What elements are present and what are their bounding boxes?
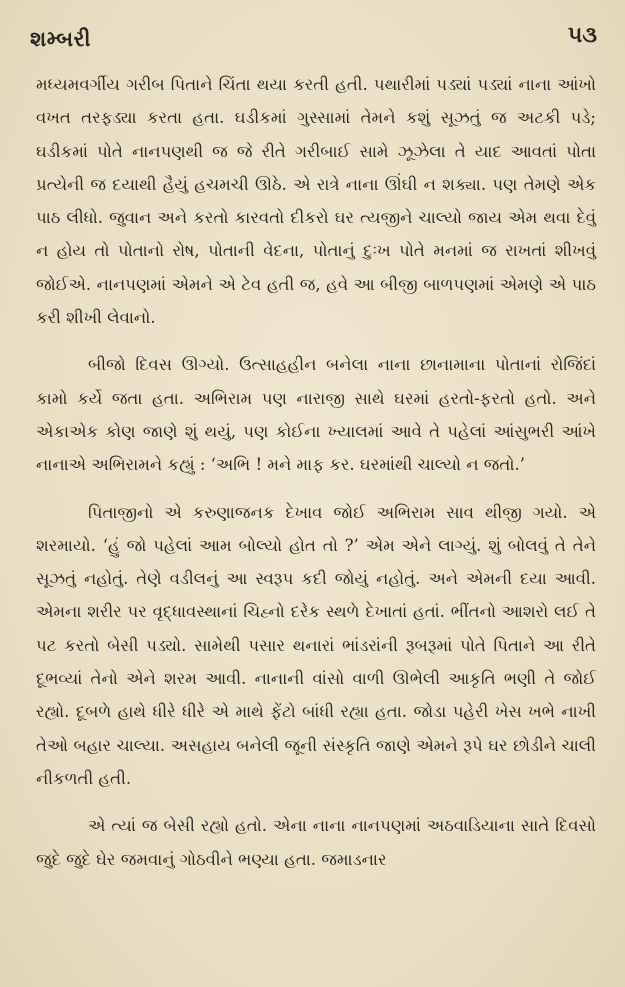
- page-number: ૫૩: [567, 22, 597, 48]
- paragraph: એ ત્યાં જ બેસી રહ્યો હતો. એના નાના નાનપણમાં અઠવાડિયાના સાતે દિવસો જુદે જુદે ઘેર જમવાનું ગોઠવીને ભણ્યા હતા. જમાડનાર: [36, 816, 596, 869]
- body-text: [36, 68, 596, 876]
- running-title: શમ્બરી: [30, 26, 91, 51]
- paragraph: મધ્યમવર્ગીય ગરીબ પિતાને ચિંતા થયા કરતી હતી. પથારીમાં પડ્યાં પડ્યાં નાના આંખો વખત તરફડ્યા કરતા હતા. ઘડીકમાં ગુસ્સામાં તેમને કશું સૂઝતું જ અટકી પડે; ઘડીકમાં પોતે નાનપણથી જ જે રીતે ગરીબાઈ સામે ઝૂઝેલા તે યાદ આવતાં પોતા પ્રત્યેની જ દયાથી હૈયું હચમચી ઊઠે. એ રાત્રે નાના ઊંઘી ન શક્યા. પણ તેમણે એક પાઠ લીધો. જુવાન અને કરતો કારવતો દીકરો ઘર ત્યજીને ચાલ્યો જાય એમ થવા દેવું ન હોય તો પોતાનો રોષ, પોતાની વેદના, પોતાનું દુઃખ પોતે મનમાં જ રાખતાં શીખવું જોઈએ. નાનપણમાં એમને એ ટેવ હતી જ, હવે આ બીજી બાળપણમાં એમણે એ પાઠ કરી શીખી લેવાનો.: [36, 75, 596, 328]
- paragraph: બીજો દિવસ ઊગ્યો. ઉત્સાહહીન બનેલા નાના છાનામાના પોતાનાં રોજિંદાં કામો કર્યે જતા હતા. અભિરામ પણ નારાજી સાથે ઘરમાં હરતો-ફરતો હતો. અને એકાએક કોણ જાણે શું થયું, પણ કોઈના ખ્યાલમાં આવે તે પહેલાં આંસુભરી આંખે નાનાએ અભિરામને કહ્યું : ‘અભિ ! મને માફ કર. ઘરમાંથી ચાલ્યો ન જતો.’: [36, 355, 596, 475]
- paragraph: પિતાજીનો એ કરુણાજનક દેખાવ જોઈ અભિરામ સાવ થીજી ગયો. એ શરમાયો. ‘હું જો પહેલાં આમ બોલ્યો હોત તો ?’ એમ એને લાગ્યું. શું બોલવું તે તેને સૂઝતું નહોતું. તેણે વડીલનું આ સ્વરૂપ કદી જોયું નહોતું. અને એમની દયા આવી. એમના શરીર પર વૃદ્ધાવસ્થાનાં ચિહ્નો દરેક સ્થળે દેખાતાં હતાં. ભીંતનો આશરો લઈ તે પટ કરતો બેસી પડ્યો. સામેથી પસાર થનારાં ભાંડરાંની રૂબરૂમાં પોતે પિતાને આ રીતે દૂભવ્યાં તેનો એને શરમ આવી. નાનાની વાંસો વાળી ઊભેલી આકૃતિ ભણી તે જોઈ રહ્યો. દૂબળે હાથે ધીરે ધીરે એ માથે ફેંટો બાંધી રહ્યા હતા. જોડા પહેરી ખેસ ખભે નાખી તેઓ બહાર ચાલ્યા. અસહાય બનેલી જૂની સંસ્કૃતિ જાણે એમને રૂપે ઘર છોડીને ચાલી નીકળતી હતી.: [36, 502, 596, 788]
